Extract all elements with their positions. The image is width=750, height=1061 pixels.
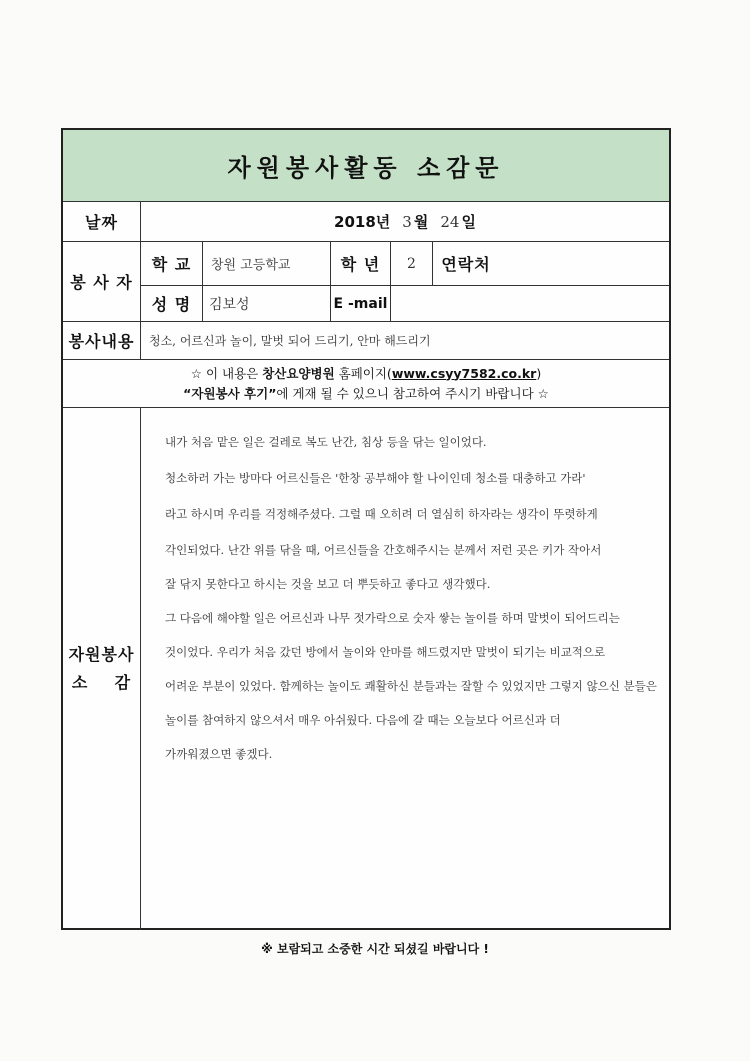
school-row xyxy=(141,242,669,286)
email-label: E -mail xyxy=(333,295,388,312)
review-line: 청소하러 가는 방마다 어르신들은 '한창 공부해야 할 나이인데 청소를 대충하고 가라' xyxy=(165,471,586,485)
notice-suffix: ) xyxy=(536,365,542,381)
notice-line-1 xyxy=(191,364,541,384)
review-line: 그 다음에 해야할 일은 어르신과 나무 젓가락으로 숫자 쌓는 놀이를 하며 말벗이 되어드리는 xyxy=(165,611,620,625)
review-line: 어려운 부분이 있었다. 함께하는 놀이도 쾌활하신 분들과는 잘할 수 있었지만 그렇지 않으신 분들은 xyxy=(165,679,657,693)
name-value[interactable]: 김보성 xyxy=(209,296,250,313)
review-line: 라고 하시며 우리를 걱정해주셨다. 그럴 때 오히려 더 열심히 하자라는 생각이 뚜렷하게 xyxy=(165,507,598,521)
footer-message: ※ 보람되고 소중한 시간 되셨길 바랍니다 ! xyxy=(261,942,489,956)
notice-rest: 에 게재 될 수 있으니 참고하여 주시기 바랍니다 ☆ xyxy=(276,385,549,401)
review-line: 놀이를 참여하지 않으셔서 매우 아쉬웠다. 다음에 갈 때는 오늘보다 어르신과 더 xyxy=(165,713,561,727)
review-label-line-1: 자원봉사 xyxy=(68,645,135,664)
name-label: 성 명 xyxy=(151,295,192,314)
date-day-unit: 일 xyxy=(461,213,476,231)
review-line: 가까워졌으면 좋겠다. xyxy=(165,747,273,761)
form-title: 자원봉사활동 소감문 xyxy=(227,154,505,182)
notice-review-title: “자원봉사 후기” xyxy=(183,385,277,401)
contact-label: 연락처 xyxy=(441,255,491,274)
grade-value[interactable]: 2 xyxy=(407,255,416,272)
date-month-value: 3 xyxy=(402,212,412,231)
review-label-line-2: 소 감 xyxy=(71,673,132,692)
date-label: 날짜 xyxy=(85,213,118,232)
school-label: 학 교 xyxy=(151,255,192,274)
volunteer-label: 봉 사 자 xyxy=(70,273,133,292)
date-year: 2018년 xyxy=(334,213,391,231)
notice-hospital: 창산요양병원 xyxy=(262,365,335,381)
notice-prefix: ☆ 이 내용은 xyxy=(190,365,263,381)
notice-line-2 xyxy=(183,384,549,404)
notice-mid: 홈페이지( xyxy=(334,365,392,381)
volunteer-label-cell xyxy=(63,242,141,322)
content-label: 봉사내용 xyxy=(68,332,135,351)
date-row xyxy=(63,202,669,242)
notice-url-link[interactable]: www.csyy7582.co.kr xyxy=(391,365,537,381)
date-day-value: 24 xyxy=(440,212,460,231)
review-line: 잘 닦지 못한다고 하시는 것을 보고 더 뿌듯하고 좋다고 생각했다. xyxy=(165,577,491,591)
review-line: 내가 처음 맡은 일은 걸레로 복도 난간, 침상 등을 닦는 일이었다. xyxy=(165,435,487,449)
volunteer-review-form xyxy=(61,128,671,930)
notice-row xyxy=(63,360,669,408)
date-month-unit: 월 xyxy=(413,213,429,231)
title-row xyxy=(63,130,669,202)
grade-label: 학 년 xyxy=(340,255,381,274)
review-line: 것이었다. 우리가 처음 갔던 방에서 놀이와 안마를 해드렸지만 말벗이 되기는 비교적으로 xyxy=(165,645,606,659)
content-value[interactable]: 청소, 어르신과 놀이, 말벗 되어 드리기, 안마 해드리기 xyxy=(149,334,431,348)
review-row xyxy=(63,408,669,930)
school-value[interactable]: 창원 고등학교 xyxy=(211,258,291,273)
name-row xyxy=(141,286,669,322)
content-row xyxy=(63,322,669,360)
review-line: 각인되었다. 난간 위를 닦을 때, 어르신들을 간호해주시는 분께서 저런 곳은 키가 작아서 xyxy=(165,543,602,557)
